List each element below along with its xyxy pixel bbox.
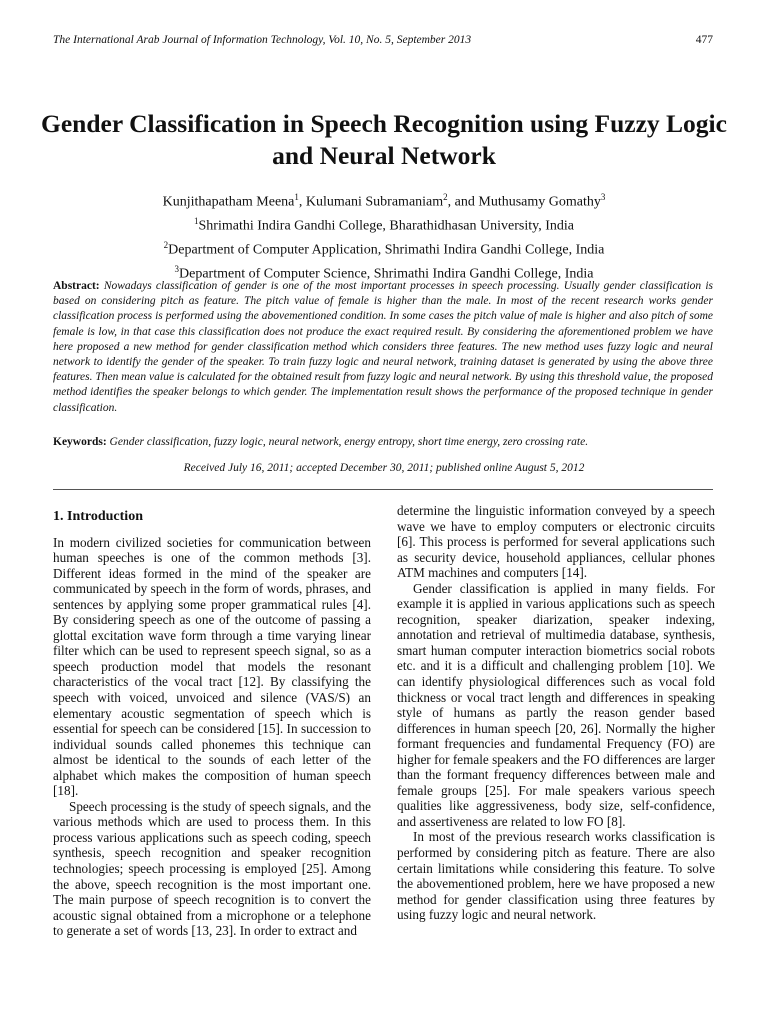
affiliation <box>40 236 728 260</box>
body-paragraph: determine the linguistic information conveyed by a speech wave we have to employ computers or electronic circuits [6]. This process is performed for several applications such as security device, household appliances, cellular phones ATM machines and computers [14]. <box>397 503 715 581</box>
body-paragraph: Speech processing is the study of speech signals, and the various methods which are used to process them. In this process various applications such as speech coding, speech synthesis, speech recognition and speaker recognition technologies; speech processing is employed [25]. Among the above, speech recognition is the most important one. The main purpose of speech recognition is to convert the acoustic signal obtained from a microphone or a telephone to generate a set of words [13, 23]. In order to extract and <box>53 798 371 939</box>
keywords-text: Gender classification, fuzzy logic, neural network, energy entropy, short time energy, zero crossing rate. <box>109 436 589 448</box>
affiliation-mark: 3 <box>174 264 180 275</box>
affiliation-text: Department of Computer Application, Shrimathi Indira Gandhi College, India <box>168 242 605 258</box>
left-column <box>53 503 371 939</box>
affiliation-text: Shrimathi Indira Gandhi College, Bharathidhasan University, India <box>198 218 574 234</box>
affiliation-mark: 2 <box>163 240 169 251</box>
running-header <box>53 34 713 46</box>
author-affiliation-mark: 2 <box>443 192 448 202</box>
page-number: 477 <box>695 34 713 46</box>
keywords <box>53 436 713 448</box>
affiliation-text: Department of Computer Science, Shrimathi Indira Gandhi College, India <box>179 267 594 283</box>
divider <box>53 489 713 490</box>
abstract-label: Abstract: <box>53 280 100 292</box>
author-separator: , and <box>447 194 479 210</box>
author-affiliation-mark: 3 <box>600 192 606 202</box>
author-name: Kunjithapatham Meena <box>162 194 295 210</box>
affiliation-mark: 1 <box>194 216 199 227</box>
authors-block <box>40 188 728 285</box>
keywords-label: Keywords: <box>53 436 107 448</box>
body-paragraph: Gender classification is applied in many fields. For example it is applied in various applications such as speech recognition, speaker diarization, speaker indexing, annotation and retrieval of multimedia database, synthesis, smart human computer interaction biometrics social robots etc. and it is a difficult and challenging problem [10]. We can identify physiological differences such as vocal fold thickness or vocal tract length and differences in speaking style of humans as partly the reason gender based differences in human speech [20, 26]. Normally the higher formant frequencies and fundamental Frequency (FO) are higher for female speakers and the FO differences are larger than the formant frequency differences between male and female groups [25]. For male speakers various speech qualities like aggressiveness, body size, self-confidence, and assertiveness are related to low FO [8]. <box>397 580 715 829</box>
body-paragraph: In modern civilized societies for communication between human speeches is one of the common methods [3]. Different ideas formed in the mind of the speaker are communicated by speech in the form of words, phrases, and sentences by applying some proper grammatical rules [4]. By considering speech as one of the outcome of passing a glottal excitation wave form through a time varying linear filter which can be used to represent speech signal, so as a speech production model that models the resonant characteristics of the vocal tract [12]. By classifying the speech with voiced, unvoiced and silence (VAS/S) an elementary acoustic segmentation of speech which is essential for speech can be considered [15]. In succession to individual sounds called phonemes this technique can almost be identical to the sounds of each letter of the alphabet which makes the composition of human speech [18]. <box>53 534 371 799</box>
section-heading: 1. Introduction <box>53 509 143 524</box>
journal-citation: The International Arab Journal of Information Technology, Vol. 10, No. 5, September 2013 <box>53 34 472 46</box>
abstract-text: Nowadays classification of gender is one of the most important processes in speech processing. Usually gender classification is based on considering pitch as feature. The pitch value of female is higher than the male. In most of the recent research works gender classification process is performed using the abovementioned condition. In some cases the pitch value of male is higher and also pitch of some female is low, in that case this classification does not produce the exact required result. By considering the aforementioned problem we have here proposed a new method for gender classification method which considers three features. The new method uses fuzzy logic and neural network to identify the gender of the speaker. To train fuzzy logic and neural network, training dataset is generated by using the above three features. Then mean value is calculated for the obtained result from fuzzy logic and neural network. By using this threshold value, the proposed method identifies the speaker belongs to which gender. The implementation result shows the performance of the proposed technique in gender classification. <box>53 280 713 414</box>
author-name: Muthusamy Gomathy <box>478 194 601 210</box>
paper-title: Gender Classification in Speech Recognition using Fuzzy Logic and Neural Network <box>41 109 727 170</box>
received-dates: Received July 16, 2011; accepted December 30, 2011; published online August 5, 2012 <box>183 462 585 474</box>
abstract <box>53 279 713 416</box>
author-separator: , <box>298 194 306 210</box>
author-affiliation-mark: 1 <box>294 192 299 202</box>
author-name: Kulumani Subramaniam <box>305 194 444 210</box>
affiliation <box>40 212 728 236</box>
right-column <box>397 503 715 923</box>
author-line <box>40 188 728 212</box>
body-paragraph: In most of the previous research works classification is performed by considering pitch as feature. There are also certain limitations while considering this feature. To solve the abovementioned problem, here we have proposed a new method for gender classification using three features by using fuzzy logic and neural network. <box>397 829 715 923</box>
